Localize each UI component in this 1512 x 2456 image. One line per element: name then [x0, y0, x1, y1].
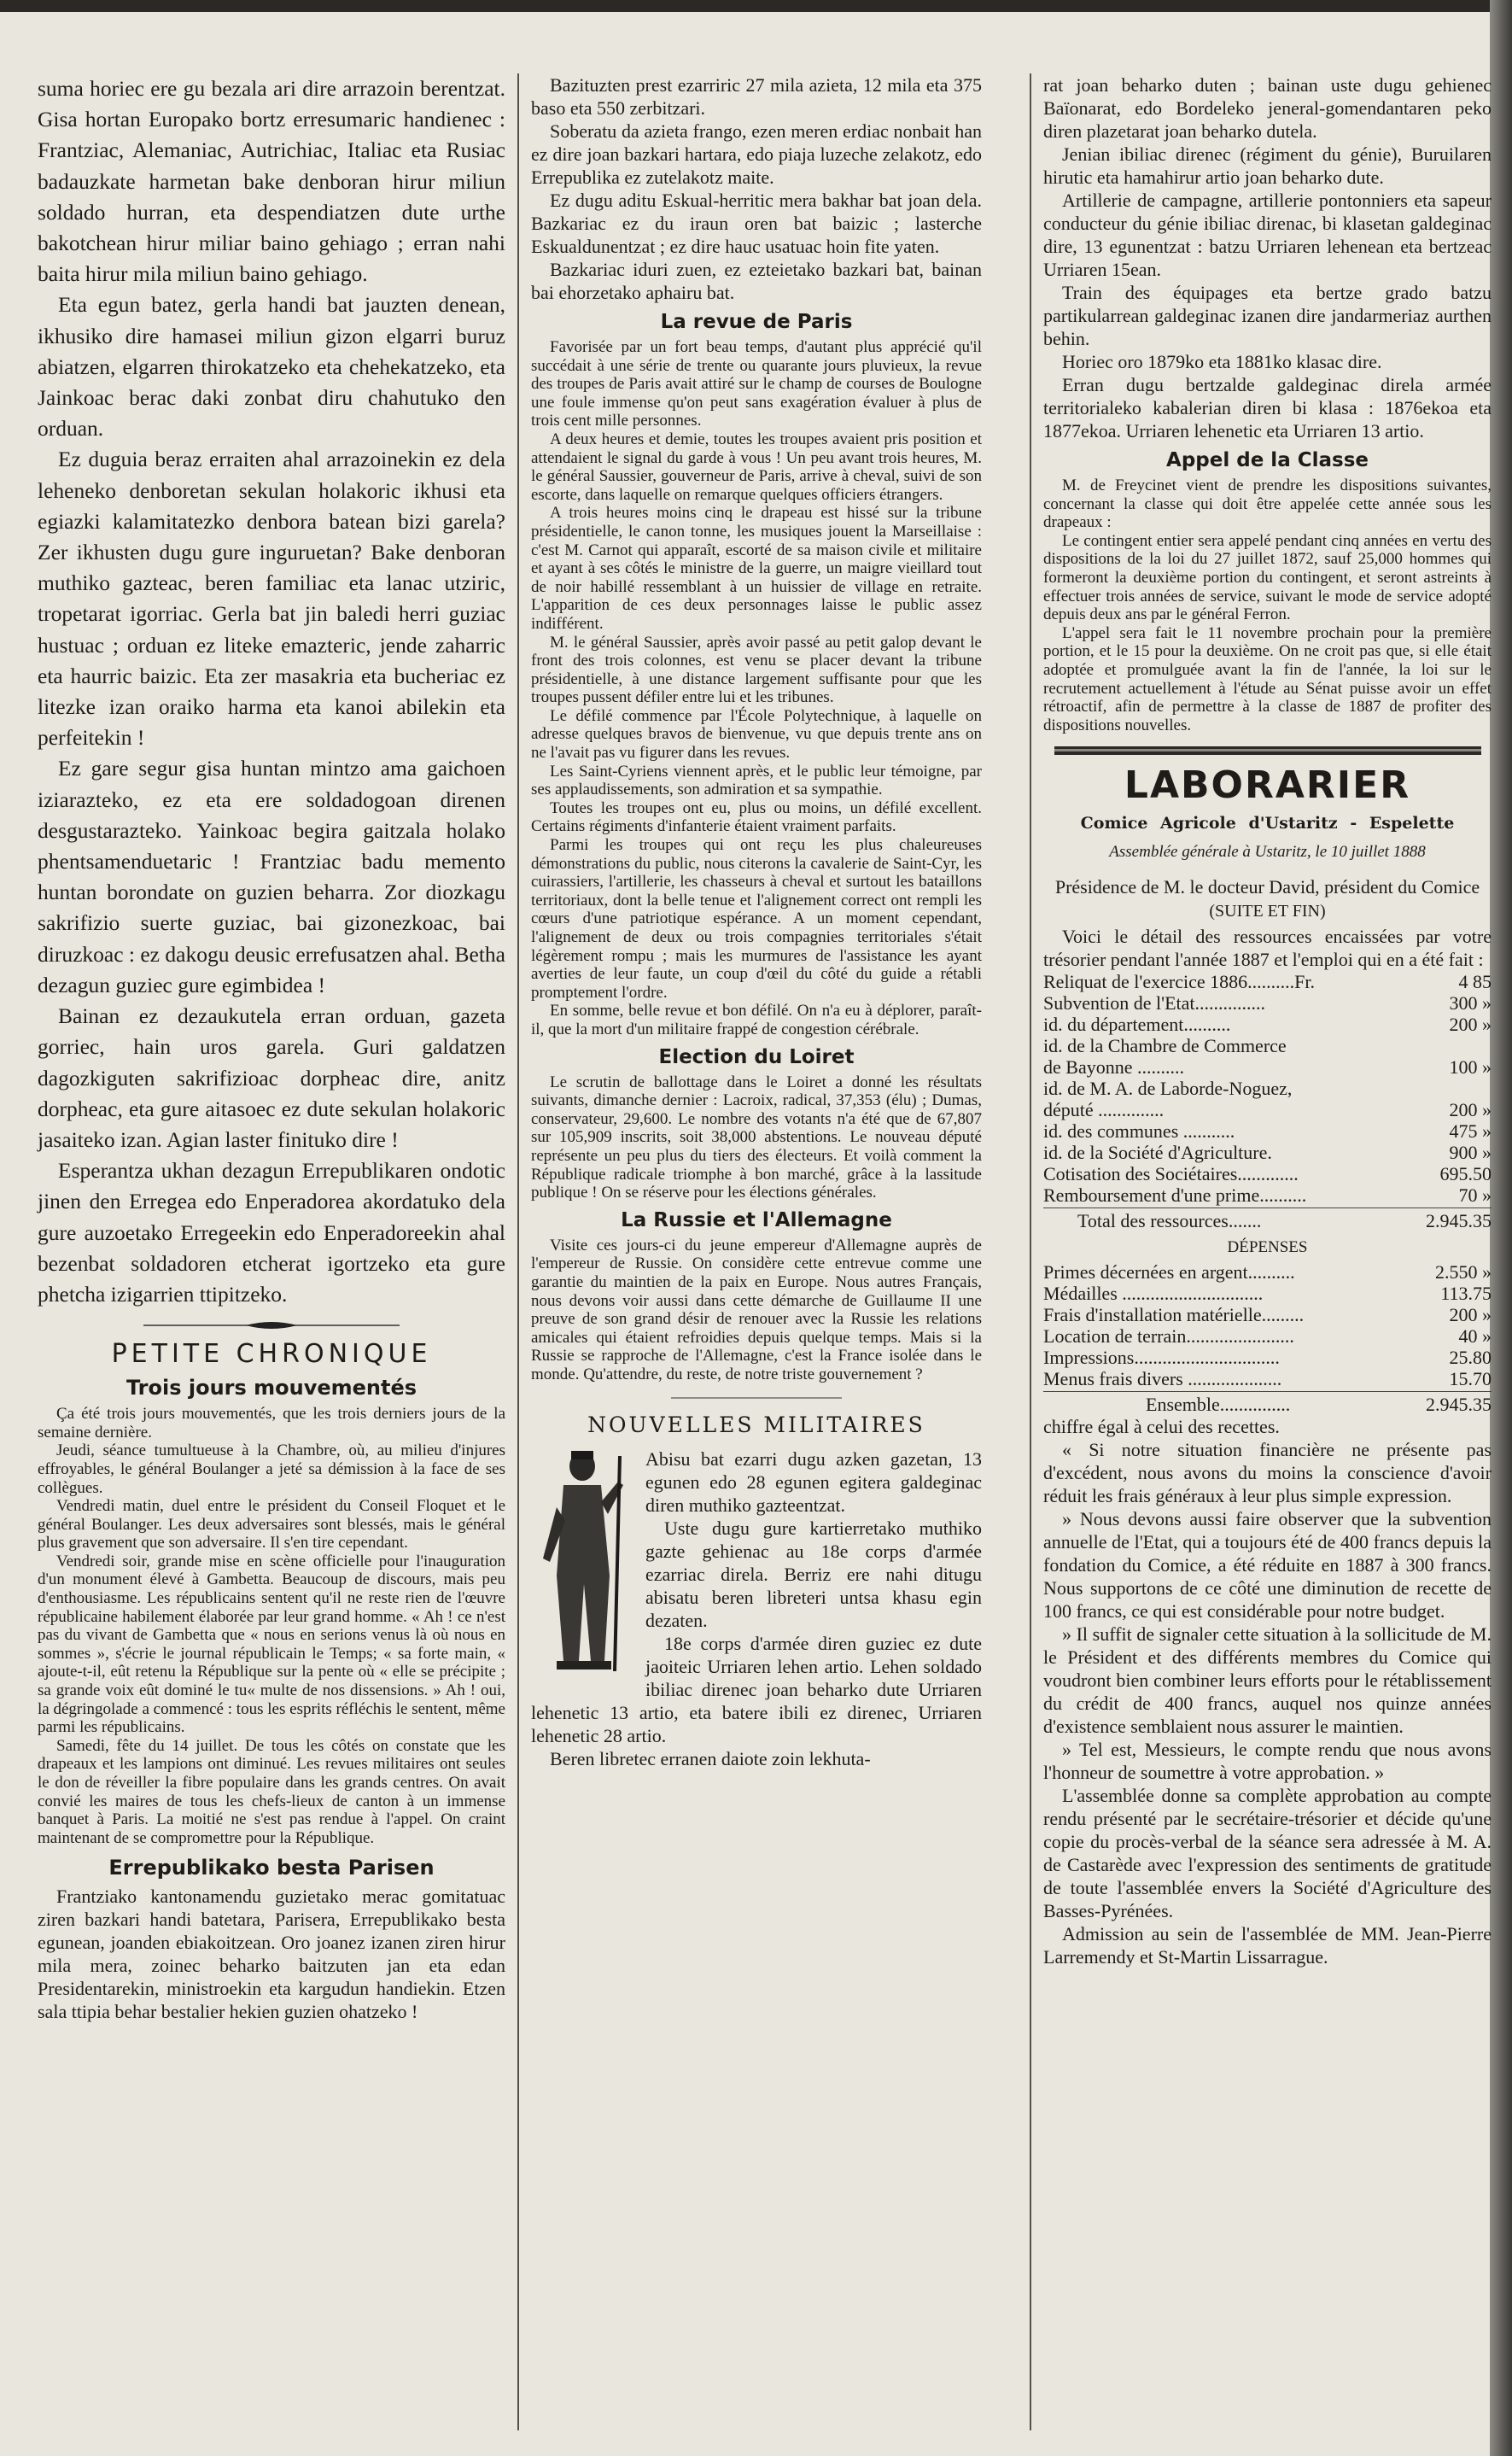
russie-para: Visite ces jours-ci du jeune empereur d'Allemagne auprès de l'empereur de Russie. On considère cette entrevue comme une garantie du maintien de la paix en Europe. Nous autres Français, nous devons voir aussi dans cette démarche de Guillaume II une preuve de son grand désir de renouer avec la Russie les relations amicales qui étaient refroidies depuis quelque temps. Mais si la Russie se rapproche de l'Allemagne, c'est la France isolée dans le monde. Qu'attendre, du reste, de notre triste gouvernement ? [531, 1236, 982, 1383]
scan-right-edge [1490, 0, 1512, 2456]
column-rule-2 [1030, 73, 1031, 2430]
ornament-divider-icon [143, 1320, 400, 1330]
nouv-para-3: 18e corps d'armée diren guziec ez dute jaoiteic Urriaren lehen artio. Lehen soldado ibiliac direnec joan beharko dute Urriaren lehenetic 13 artio, eta batere ibili ez direnec, Urriaren lehenetic 28 artio. [531, 1633, 982, 1747]
depense-row: Primes décernées en argent.......... 2.550 » [1043, 1261, 1492, 1284]
trois-para-5: Samedi, fête du 14 juillet. De tous les côtés on constate que les drapeaux et les lampions ont diminué. Les revues militaires ont seules le don de réveiller la fibre populaire dans les grands centres. On avait convié les maires de tous les chefs-lieux de canton à un immense banquet à Paris. La moitié ne s'est pas rendue à l'appel. On craint maintenant de se compromettre pour la République. [38, 1736, 505, 1847]
nouv-para-4: Beren libretec erranen daiote zoin lekhuta- [550, 1748, 871, 1770]
revue-para-3: A trois heures moins cinq le drapeau est hissé sur la tribune présidentielle, le canon tonne, les musiques jouent la Marseillaise : c'est M. Carnot qui apparaît, escorté de sa maison civile et militaire et ayant à ses côtés le ministre de la guerre, un maigre vieillard tout de noir habillé ressemblant à un huissier de village en retraite. L'apparition de ces deux personnages laisse le public assez indifférent. [531, 504, 982, 633]
nouv-para-1: Abisu bat ezarri dugu azken gazetan, 13 egunen edo 28 egunen egitera galdeginac diren muthiko gazteentzat. [645, 1448, 982, 1517]
appel-para-1: M. de Freycinet vient de prendre les dispositions suivantes, concernant la classe qui doit être appelée cette année sous les drapeaux : [1043, 477, 1492, 532]
final-para-2: « Si notre situation financière ne présente pas d'excédent, nous avons du moins la conscience d'avoir réduit les frais généraux à leur plus simple expression. [1043, 1439, 1492, 1507]
depense-row: Frais d'installation matérielle......... 200 » [1043, 1304, 1492, 1326]
laborarier-title: LABORARIER [1124, 763, 1411, 808]
total-ressources-row: Total des ressources....... 2.945.35 [1077, 1210, 1492, 1232]
revue-para-4: M. le général Saussier, après avoir passé au petit galop devant le front des trois colonnes, est venu se placer devant la tribune présidentielle, à une distance largement suffisante pour que les troupes pussent défiler entre lui et les tribunes. [531, 633, 982, 707]
col3-para-1: rat joan beharko duten ; bainan uste dugu gehienec Baïonarat, edo Bordeleko jeneral-gomendantaren peko diren plazetarat joan beharko dutela. [1043, 74, 1492, 142]
depense-row: Location de terrain....................... 40 » [1043, 1325, 1492, 1348]
ressource-row: Subvention de l'Etat............... 300 » [1043, 992, 1492, 1015]
col3-para-2: Jenian ibiliac direnec (régiment du génie), Buruilaren hirutic eta hamahirur artio joan beharko dute. [1043, 143, 1492, 188]
ensemble-row: Ensemble............... 2.945.35 [1146, 1394, 1492, 1416]
column-2 [531, 73, 982, 1770]
column-1 [38, 73, 505, 2023]
depense-row: Impressions............................... 25.80 [1043, 1347, 1492, 1369]
ensemble-rule [1043, 1391, 1492, 1392]
revue-para-5: Le défilé commence par l'École Polytechnique, à laquelle on adresse quelques bravos de bienvenue, vu que depuis trente ans on ne l'avait pas vu figurer dans les revues. [531, 706, 982, 763]
russie-title: La Russie et l'Allemagne [621, 1208, 892, 1231]
col2-para-2: Soberatu da azieta frango, ezen meren erdiac nonbait han ez dire joan bazkari hartara, edo piaja luzeche zelakotz, edo Errepublika ez zutelakotz maite. [531, 120, 982, 188]
ressource-row: id. de la Chambre de Commerce [1043, 1035, 1287, 1057]
revue-para-1: Favorisée par un fort beau temps, d'autant plus apprécié qu'il succédait à une série de trente ou quarante jours pluvieux, la revue des troupes de Paris avait attiré sur le champ de courses de Boulogne une foule immense qu'on peut sans exagération évaluer à plus de trois cent mille personnes. [531, 338, 982, 430]
col1-para-6: Esperantza ukhan dezagun Errepublikaren ondotic jinen den Erregea edo Enperadorea akordatuko dela gure auzoetako Erregeekin edo Enperadoreekin ahal bezenbat soldadoren etcherat igortzeko eta gure phetcha izigarrien ttipitzeko. [38, 1158, 505, 1307]
nouv-para-2: Uste dugu gure kartierretako muthiko gazte gehienac au 18e corps d'armée ezarriac direla. Berriz ere nahi ditugu abisatu beren libreteri untsa khasu egin dezaten. [645, 1517, 982, 1632]
column-rule-1 [517, 73, 519, 2430]
revue-para-8: Parmi les troupes qui ont reçu les plus chaleureuses démonstrations du public, nous citerons la cavalerie de Saint-Cyr, les cuirassiers, l'artillerie, les chasseurs à cheval et surtout les bataillons territoriaux, dont la belle tenue et l'alignement correct ont rempli les cœurs d'une patriotique espérance. A un moment cependant, l'alignement de deux ou trois compagnies territoriales s'était légèrement rompu ; mais les murmures de l'assistance les ayant averties de leur faute, un coup d'œil du côté du guide a rétabli promptement l'ordre. [531, 836, 982, 1002]
loiret-title: Election du Loiret [658, 1045, 855, 1068]
presidence-line: Présidence de M. le docteur David, président du Comice [1054, 876, 1480, 898]
depenses-title: DÉPENSES [1227, 1238, 1308, 1257]
voici-para: Voici le détail des ressources encaissées par votre trésorier pendant l'année 1887 et l'emploi qui en a été fait : [1043, 926, 1492, 971]
revue-para-6: Les Saint-Cyriens viennent après, et le public leur témoigne, par ses applaudissements, son admiration et sa sympathie. [531, 762, 982, 799]
appel-para-2: Le contingent entier sera appelé pendant cinq années en vertu des dispositions de la loi du 27 juillet 1872, sauf 25,000 hommes qui formeront la deuxième portion du contingent, et seront astreints à effectuer trois années de service, suivant le mode de service adopté depuis deux ans par le général Ferron. [1043, 531, 1492, 624]
final-para-4: » Il suffit de signaler cette situation à la sollicitude de M. le Président et des différents membres du Comice qui voudront bien combiner leurs efforts pour le rétablissement du crédit de 400 francs, auquel nos quinze années d'existence semblaient nous assurer le maintien. [1043, 1623, 1492, 1738]
trois-jours-title: Trois jours mouvementés [126, 1376, 417, 1401]
col1-para-5: Bainan ez dezaukutela erran orduan, gazeta gorriec, hain uros garela. Guri galdatzen dagozkiguten sakrifizioac dorpheac dire, anitz dorpheac, eta gure aitasoec ez dute sekulan holakoric jasaiteko izan. Agian laster finituko dire ! [38, 1003, 505, 1152]
trois-para-3: Vendredi matin, duel entre le président du Conseil Floquet et le général Boulanger. Les deux adversaires sont blessés, mais le général plus gravement que son adversaire. Il s'en tire cependant. [38, 1497, 505, 1553]
ornament-divider-icon [671, 1394, 842, 1404]
ressource-row: député .............. 200 » [1043, 1099, 1492, 1121]
col3-para-4: Train des équipages eta bertze grado batzu partikularrean galdeginac izanen dire jandarmeriaz aurthen behin. [1043, 282, 1492, 349]
col1-para-4: Ez gare segur gisa huntan mintzo ama gaichoen iziarazteko, ez eta ere soldadogoan direnen desgustarazteko. Yainkoac begira gaitzala holako phentsamenduetaric ! Frantziac badu memento huntan borondate on guzien beharra. Zor diozkagu sakrifizio suerte guziac, bai gizonezkoac, bai diruzkoac : ez dakogu deusic errefusatzen ahal. Betha dezagun guziec gure egimbidea ! [38, 756, 505, 997]
final-para-3: » Nous devons aussi faire observer que la subvention annuelle de l'Etat, qui a toujours été de 400 francs depuis la fondation du Comice, a été réduite en 1887 à 300 francs. Nous supportons de ce côté une diminution de recette de 100 francs, ce qui est considérable pour notre budget. [1043, 1508, 1492, 1623]
soldier-illustration-icon [531, 1447, 633, 1676]
final-para-7: Admission au sein de l'assemblée de MM. Jean-Pierre Larremendy et St-Martin Lissarrague. [1043, 1923, 1492, 1968]
col2-para-4: Bazkariac iduri zuen, ez ezteietako bazkari bat, bainan bai ehorzetako aphairu bat. [531, 259, 982, 303]
col3-para-3: Artillerie de campagne, artillerie pontonniers eta sapeur conducteur du génie ibiliac direnac, bi klasetan galdeginac dire, 13 egunentzat : batzu Urriaren lehenean eta bertzeac Urriaren 15ean. [1043, 190, 1492, 280]
revue-para-9: En somme, belle revue et bon défilé. On n'a eu à déplorer, paraît-il, que la mort d'un militaire frappé de congestion cérébrale. [531, 1002, 982, 1038]
ressource-row: Remboursement d'une prime.......... 70 » [1043, 1184, 1492, 1207]
revue-title: La revue de Paris [660, 311, 853, 333]
col3-para-6: Erran dugu bertzalde galdeginac direla armée territorialeko kabalerian diren bi klasa : 1876ekoa eta 1877ekoa. Urriaren lehenetic eta Urriaren 13 artio. [1043, 374, 1492, 441]
appel-para-3: L'appel sera fait le 11 novembre prochain pour la première portion, et le 15 pour la deuxième. On ne croit pas que, si elle était adoptée et promulguée avant la fin de l'année, la loi sur le recrutement actuellement à l'étude au Sénat puisse avoir un effet rétroactif, afin de permettre à la classe de 1887 de profiter des dispositions nouvelles. [1043, 623, 1492, 734]
scan-top-edge [0, 0, 1512, 12]
ressource-row: id. du département.......... 200 » [1043, 1014, 1492, 1036]
col2-para-3: Ez dugu aditu Eskual-herritic mera bakhar bat joan dela. Bazkariac ez du iraun oren bat baizic ; lasterche Eskualdunentzat ; ez dire hauc usatuac hoin fite yaten. [531, 190, 982, 257]
ressource-row: id. des communes ........... 475 » [1043, 1120, 1492, 1143]
col1-para-1: suma horiec ere gu bezala ari dire arrazoin berentzat. Gisa hortan Europako bortz erresumaric handienec : Frantziac, Alemaniac, Autrichiac, Italiac eta Rusiac badauzkate harmetan bake denboran hirur miliun soldado hurran, eta despendiatzen dute urthe bakotchean hirur miliar baino gehiago ; erran nahi baita hirur mila miliun baino gehiago. [38, 76, 505, 287]
depense-row: Menus frais divers .................... 15.70 [1043, 1368, 1492, 1390]
col3-para-5: Horiec oro 1879ko eta 1881ko klasac dire. [1062, 351, 1382, 372]
comice-title: Comice Agricole d'Ustaritz - Espelette [1080, 814, 1455, 833]
errepublika-para: Frantziako kantonamendu guzietako merac gomitatuac ziren bazkari handi batetara, Parisera, Errepublikako besta egunean, joanden ebiakoitzean. Oro joanez izanen ziren hirur mila mera, zoinec beharko baitzuten jan eta edan Presidentarekin, ministroekin eta kargudun handiekin. Etzen sala ttipia behar bestalier hekien guzien ohatzeko ! [38, 1886, 505, 2023]
final-para-1: chiffre égal à celui des recettes. [1043, 1416, 1280, 1438]
final-para-6: L'assemblée donne sa complète approbation au compte rendu présenté par le secrétaire-trésorier et décide qu'une copie du procès-verbal de la séance sera adressée à M. A. de Castarède avec l'expression des sentiments de gratitude de toute l'assemblée envers la Société d'Agriculture des Basses-Pyrénées. [1043, 1785, 1492, 1922]
col1-para-2: Eta egun batez, gerla handi bat jauzten denean, ikhusiko dire hamasei miliun gizon elgarri buruz abiatzen, elgarren thirokatzeko eta chehekatzeko, eta Jainkoac berac daki zonbat diru chahutuko den orduan. [38, 292, 505, 441]
petite-chronique-title: PETITE CHRONIQUE [111, 1339, 432, 1370]
column-3 [1043, 73, 1492, 1968]
ressource-row: Reliquat de l'exercice 1886..........Fr. 4 85 [1043, 971, 1492, 993]
depense-row: Médailles .............................. 113.75 [1043, 1283, 1492, 1305]
errepublika-title: Errepublikako besta Parisen [108, 1856, 435, 1880]
col2-para-1: Bazituzten prest ezarriric 27 mila azieta, 12 mila eta 375 baso eta 550 zerbitzari. [531, 74, 982, 119]
final-para-5: » Tel est, Messieurs, le compte rendu que nous avons l'honneur de soumettre à votre approbation. » [1043, 1739, 1492, 1784]
col1-para-3: Ez duguia beraz erraiten ahal arrazoinekin ez dela leheneko denboretan sekulan holakoric ikhusi eta egiazki kalamitatezko denbora batean bizi garela? Zer ikhusten dugu gure inguruetan? Bake denboran muthiko gazteac, beren familiac eta lanac utziric, tropetarat igorriac. Gerla bat jin baledi herri guziac hustuac ; orduan ez liteke emazteric, jende zaharric eta haurric baizic. Eta zer masakria eta bucheriac ez litezke izan oraiko harma eta kanoi abilekin eta perfeitekin ! [38, 447, 505, 751]
assemblee-line: Assemblée générale à Ustaritz, le 10 juillet 1888 [1109, 843, 1426, 862]
nouvelles-militaires-title: NOUVELLES MILITAIRES [587, 1412, 925, 1438]
ressource-row: de Bayonne .......... 100 » [1043, 1056, 1492, 1079]
trois-para-4: Vendredi soir, grande mise en scène officielle pour l'inauguration d'un monument élevé à Gambetta. Beaucoup de discours, mais peu d'enthousiasme. Les républicains sentent qu'il ne reste rien de l'œuvre républicaine habilement élaborée par leur grand homme. « Ah ! ce n'est pas du vivant de Gambetta que « nous en serions venus là où nous en sommes », s'écrie le journal républicain le Temps; « sa forte main, « ajoute-t-il, eût retenu la République sur la pente où « elle se précipite ; sa grande voix eût dominé le tu« multe de nos dissensions. » Ah ! oui, la dégringolade a commencé : tous les esprits réfléchis le sentent, même parmi les républicains. [38, 1552, 505, 1737]
loiret-para: Le scrutin de ballottage dans le Loiret a donné les résultats suivants, dimanche dernier : Lacroix, radical, 37,353 (élu) ; Dumas, conservateur, 29,600. Le nombre des votants n'a été que de 67,807 sur 105,909 inscrits, soit 38,000 abstentions. Le nouveau député représente un peu plus du tiers des électeurs. Et voilà comment la République radicale triomphe à bon marché, grâce à la lassitude publique ! On se réserve pour les élections générales. [531, 1073, 982, 1202]
trois-para-2: Jeudi, séance tumultueuse à la Chambre, où, au milieu d'injures effroyables, le général Boulanger a jeté sa démission à la face de ses collègues. [38, 1441, 505, 1497]
trois-para-1: Ça été trois jours mouvementés, que les trois derniers jours de la semaine dernière. [38, 1405, 505, 1441]
ressource-row: id. de la Société d'Agriculture. 900 » [1043, 1142, 1492, 1164]
ressource-row: Cotisation des Sociétaires............. 695.50 [1043, 1163, 1492, 1185]
appel-title: Appel de la Classe [1166, 449, 1369, 471]
revue-para-7: Toutes les troupes ont eu, plus ou moins, un défilé excellent. Certains régiments d'infanterie étaient vraiment parfaits. [531, 798, 982, 836]
suite-line: (SUITE ET FIN) [1209, 902, 1326, 921]
ressources-table [1043, 971, 1492, 1415]
ressource-row: id. de M. A. de Laborde-Noguez, [1043, 1078, 1293, 1100]
revue-para-2: A deux heures et demie, toutes les troupes avaient pris position et attendaient le signal du garde à vous ! Un peu avant trois heures, M. le général Saussier, gouverneur de Paris, arrive à cheval, suivi de son escorte, dans laquelle on remarque quelques officiers étrangers. [531, 430, 982, 504]
ornament-divider-icon [1054, 745, 1481, 755]
